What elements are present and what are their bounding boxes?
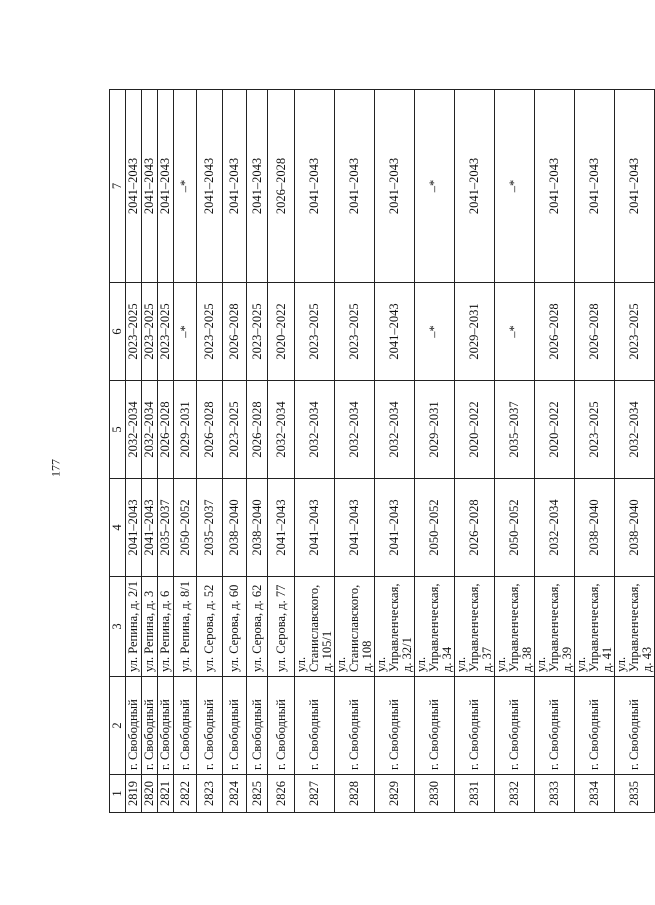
cell-c6: 2023–2025 — [247, 283, 268, 381]
header-col-4: 4 — [110, 479, 126, 577]
cell-c6: 2023–2025 — [335, 283, 375, 381]
cell-num: 2834 — [575, 775, 615, 813]
cell-c5: 2020–2022 — [455, 381, 495, 479]
cell-c6: 2020–2022 — [268, 283, 295, 381]
table-row — [375, 90, 415, 813]
cell-c5: 2026–2028 — [158, 381, 174, 479]
cell-addr: ул. Управленческая, д. 41 — [575, 577, 615, 677]
cell-c5: 2035–2037 — [495, 381, 535, 479]
header-col-2: 2 — [110, 677, 126, 775]
cell-num: 2819 — [126, 775, 142, 813]
cell-c7: 2041–2043 — [197, 90, 223, 283]
cell-c4: 2026–2028 — [455, 479, 495, 577]
cell-num: 2826 — [268, 775, 295, 813]
cell-c4: 2035–2037 — [197, 479, 223, 577]
cell-addr: ул. Серова, д. 52 — [197, 577, 223, 677]
cell-c5: 2032–2034 — [375, 381, 415, 479]
cell-num: 2830 — [415, 775, 455, 813]
table-row — [126, 90, 142, 813]
cell-c6: 2023–2025 — [615, 283, 655, 381]
table-row — [158, 90, 174, 813]
cell-addr: ул. Репина, д. 2/1 — [126, 577, 142, 677]
cell-c4: 2038–2040 — [615, 479, 655, 577]
cell-num: 2829 — [375, 775, 415, 813]
header-col-3: 3 — [110, 577, 126, 677]
cell-c5: 2032–2034 — [142, 381, 158, 479]
cell-city: г. Свободный — [247, 677, 268, 775]
cell-c6: –* — [415, 283, 455, 381]
cell-c6: –* — [174, 283, 197, 381]
cell-c5: 2026–2028 — [197, 381, 223, 479]
header-col-6: 6 — [110, 283, 126, 381]
cell-c6: –* — [495, 283, 535, 381]
cell-city: г. Свободный — [415, 677, 455, 775]
cell-addr: ул. Управленческая, д. 32/1 — [375, 577, 415, 677]
table-row — [197, 90, 223, 813]
cell-c5: 2032–2034 — [268, 381, 295, 479]
cell-c4: 2035–2037 — [158, 479, 174, 577]
cell-c7: –* — [495, 90, 535, 283]
cell-c7: 2041–2043 — [223, 90, 247, 283]
cell-city: г. Свободный — [575, 677, 615, 775]
cell-num: 2825 — [247, 775, 268, 813]
cell-c4: 2041–2043 — [126, 479, 142, 577]
table-row — [575, 90, 615, 813]
cell-c7: 2041–2043 — [615, 90, 655, 283]
cell-city: г. Свободный — [295, 677, 335, 775]
cell-c4: 2041–2043 — [375, 479, 415, 577]
page-number: 177 — [48, 459, 63, 477]
schedule-table-container — [109, 90, 654, 813]
cell-c4: 2050–2052 — [495, 479, 535, 577]
cell-num: 2835 — [615, 775, 655, 813]
cell-c7: 2041–2043 — [126, 90, 142, 283]
cell-city: г. Свободный — [126, 677, 142, 775]
cell-c7: 2041–2043 — [375, 90, 415, 283]
table-row — [295, 90, 335, 813]
cell-addr: ул. Станиславского, д. 105/1 — [295, 577, 335, 677]
cell-c6: 2026–2028 — [223, 283, 247, 381]
table-row — [223, 90, 247, 813]
cell-c6: 2029–2031 — [455, 283, 495, 381]
cell-num: 2831 — [455, 775, 495, 813]
table-header-row — [110, 90, 126, 813]
cell-c5: 2029–2031 — [415, 381, 455, 479]
cell-c6: 2023–2025 — [158, 283, 174, 381]
cell-c5: 2023–2025 — [223, 381, 247, 479]
cell-city: г. Свободный — [197, 677, 223, 775]
cell-c7: 2041–2043 — [295, 90, 335, 283]
table-row — [142, 90, 158, 813]
cell-c7: 2026–2028 — [268, 90, 295, 283]
cell-city: г. Свободный — [495, 677, 535, 775]
cell-c4: 2050–2052 — [174, 479, 197, 577]
table-row — [247, 90, 268, 813]
cell-city: г. Свободный — [335, 677, 375, 775]
cell-city: г. Свободный — [535, 677, 575, 775]
cell-city: г. Свободный — [615, 677, 655, 775]
cell-c4: 2041–2043 — [142, 479, 158, 577]
cell-c6: 2023–2025 — [295, 283, 335, 381]
cell-c5: 2032–2034 — [615, 381, 655, 479]
cell-c7: 2041–2043 — [535, 90, 575, 283]
cell-c4: 2041–2043 — [295, 479, 335, 577]
header-col-1: 1 — [110, 775, 126, 813]
cell-num: 2822 — [174, 775, 197, 813]
cell-num: 2820 — [142, 775, 158, 813]
cell-addr: ул. Репина, д. 3 — [142, 577, 158, 677]
cell-addr: ул. Управленческая, д. 43 — [615, 577, 655, 677]
cell-num: 2832 — [495, 775, 535, 813]
cell-c7: 2041–2043 — [455, 90, 495, 283]
table-row — [268, 90, 295, 813]
cell-c5: 2029–2031 — [174, 381, 197, 479]
cell-addr: ул. Станиславского, д. 108 — [335, 577, 375, 677]
cell-c6: 2023–2025 — [197, 283, 223, 381]
cell-city: г. Свободный — [142, 677, 158, 775]
table-row — [335, 90, 375, 813]
cell-addr: ул. Управленческая, д. 38 — [495, 577, 535, 677]
cell-c4: 2032–2034 — [535, 479, 575, 577]
cell-c7: –* — [415, 90, 455, 283]
cell-addr: ул. Серова, д. 60 — [223, 577, 247, 677]
table-row — [415, 90, 455, 813]
cell-c7: 2041–2043 — [247, 90, 268, 283]
cell-c6: 2026–2028 — [575, 283, 615, 381]
cell-num: 2824 — [223, 775, 247, 813]
cell-addr: ул. Серова, д. 62 — [247, 577, 268, 677]
cell-c5: 2032–2034 — [126, 381, 142, 479]
table-row — [535, 90, 575, 813]
cell-c6: 2026–2028 — [535, 283, 575, 381]
cell-addr: ул. Репина, д. 6 — [158, 577, 174, 677]
cell-c4: 2038–2040 — [575, 479, 615, 577]
cell-c5: 2032–2034 — [335, 381, 375, 479]
table-row — [615, 90, 655, 813]
cell-city: г. Свободный — [455, 677, 495, 775]
cell-addr: ул. Репина, д. 8/1 — [174, 577, 197, 677]
cell-num: 2828 — [335, 775, 375, 813]
cell-c5: 2032–2034 — [295, 381, 335, 479]
cell-addr: ул. Управленческая, д. 39 — [535, 577, 575, 677]
cell-c7: 2041–2043 — [158, 90, 174, 283]
cell-c6: 2041–2043 — [375, 283, 415, 381]
cell-c5: 2026–2028 — [247, 381, 268, 479]
table-row — [174, 90, 197, 813]
cell-c7: 2041–2043 — [335, 90, 375, 283]
table-row — [495, 90, 535, 813]
schedule-table — [109, 89, 655, 813]
cell-city: г. Свободный — [375, 677, 415, 775]
header-col-7: 7 — [110, 90, 126, 283]
cell-city: г. Свободный — [223, 677, 247, 775]
cell-c4: 2041–2043 — [268, 479, 295, 577]
cell-addr: ул. Управленческая, д. 37 — [455, 577, 495, 677]
cell-c5: 2020–2022 — [535, 381, 575, 479]
cell-c6: 2023–2025 — [142, 283, 158, 381]
cell-c7: 2041–2043 — [142, 90, 158, 283]
cell-c7: –* — [174, 90, 197, 283]
cell-c5: 2023–2025 — [575, 381, 615, 479]
cell-city: г. Свободный — [174, 677, 197, 775]
table-body — [110, 90, 655, 813]
header-col-5: 5 — [110, 381, 126, 479]
cell-addr: ул. Управленческая, д. 34 — [415, 577, 455, 677]
cell-c4: 2038–2040 — [223, 479, 247, 577]
table-row — [455, 90, 495, 813]
cell-c6: 2023–2025 — [126, 283, 142, 381]
cell-city: г. Свободный — [158, 677, 174, 775]
cell-num: 2821 — [158, 775, 174, 813]
cell-c7: 2041–2043 — [575, 90, 615, 283]
cell-city: г. Свободный — [268, 677, 295, 775]
cell-num: 2823 — [197, 775, 223, 813]
cell-addr: ул. Серова, д. 77 — [268, 577, 295, 677]
cell-c4: 2041–2043 — [335, 479, 375, 577]
cell-c4: 2050–2052 — [415, 479, 455, 577]
cell-c4: 2038–2040 — [247, 479, 268, 577]
cell-num: 2827 — [295, 775, 335, 813]
cell-num: 2833 — [535, 775, 575, 813]
